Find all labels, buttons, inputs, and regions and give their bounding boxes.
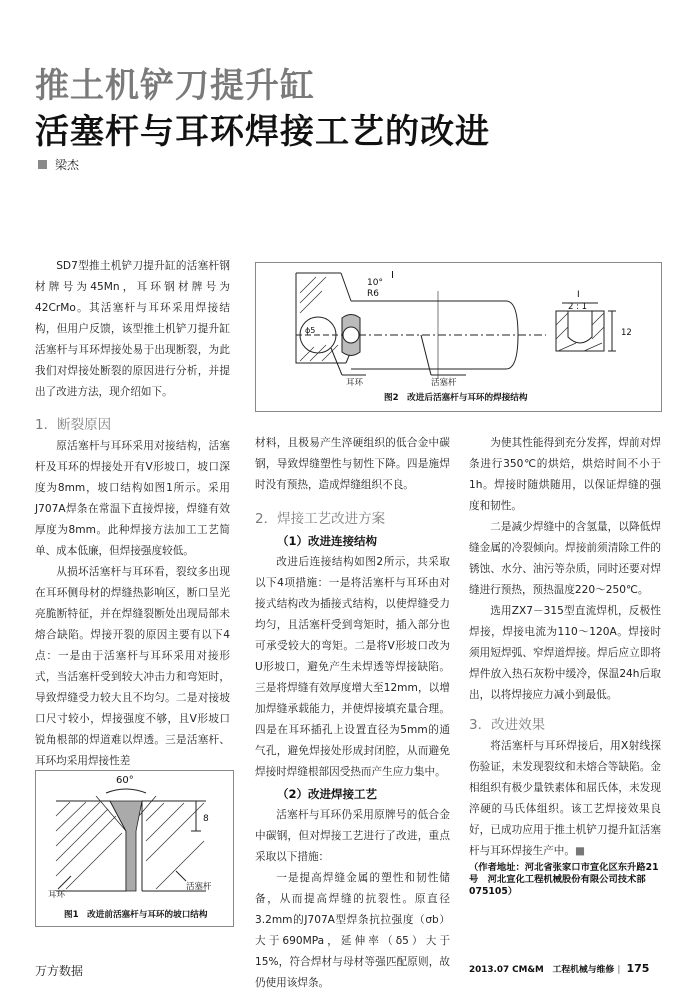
figure-2-detail-scale: 2 : 1 <box>568 302 588 312</box>
figure-1-angle: 60° <box>116 775 134 786</box>
figure-2-label-ear: 耳环 <box>346 378 364 388</box>
figure-2-caption: 图2 改进后活塞杆与耳环的焊接结构 <box>384 393 528 403</box>
author-square-icon <box>38 160 47 169</box>
column-2 <box>255 433 450 994</box>
section-2-subheading-2: （2）改进焊接工艺 <box>277 787 378 801</box>
section-2-paragraph-5: 二是减少焊缝中的含氢量，以降低焊缝金属的冷裂倾向。焊接前须清除工件的锈蚀、水分、油污等杂质，同时还要对焊缝进行预热，预热温度220～250℃。 <box>469 521 661 596</box>
figure-1-label-ear: 耳环 <box>48 890 66 900</box>
section-1-paragraph-1: 原活塞杆与耳环采用对接结构，活塞杆及耳环的焊接处开有V形坡口，坡口深度为8mm，坡口结构如图1所示。采用J707A焊条在常温下直接焊接，焊缝有效厚度为8mm。此种焊接方法加工工艺简单、成本低廉，但焊接强度较低。 <box>35 440 230 557</box>
figure-2-hole: ϕ5 <box>305 326 316 335</box>
section-1-paragraph-3: 材料，且极易产生淬硬组织的低合金中碳钢，导致焊缝塑性与韧性下降。四是施焊时没有预热，造成焊缝组织不良。 <box>255 437 450 491</box>
footer-issue: 2013.07 CM&M 工程机械与维修 | 175 <box>469 962 650 975</box>
footer-issue-text: 2013.07 CM&M 工程机械与维修 <box>469 965 615 975</box>
section-2-heading: 2．焊接工艺改进方案 <box>255 511 386 527</box>
section-2-paragraph-6: 选用ZX7－315型直流焊机，反极性焊接，焊接电流为110～120A。焊接时须用短焊弧、窄焊道焊接。焊后应立即将焊件放入热石灰粉中缓冷，保温24h后取出，以将焊接应力减小到最低。 <box>469 605 661 701</box>
figure-2-marker: I <box>391 270 394 281</box>
intro-block <box>35 256 230 403</box>
author-address: （作者地址：河北省张家口市宣化区东升路21号 河北宣化工程机械股份有限公司技术部 075105） <box>469 862 659 897</box>
figure-2 <box>255 262 662 412</box>
figure-1-depth: 8 <box>203 814 209 824</box>
figure-1 <box>35 770 234 927</box>
article-title-line2: 活塞杆与耳环焊接工艺的改进 <box>35 112 490 152</box>
figure-2-label-rod: 活塞杆 <box>431 378 457 388</box>
figure-2-radius: R6 <box>367 289 379 299</box>
end-mark: ■ <box>574 845 585 857</box>
section-3-paragraph-1 <box>469 736 661 862</box>
footer-source: 万方数据 <box>35 964 84 978</box>
column-1 <box>35 414 230 772</box>
figure-2-detail-dim: 12 <box>621 328 632 338</box>
section-3-paragraph-text: 将活塞杆与耳环焊接后，用X射线探伤验证，未发现裂纹和未熔合等缺陷。金相组织有极少量铁素体和屈氏体，未发现淬硬的马氏体组织。该工艺焊接效果良好，已成功应用于推土机铲刀提升缸活塞杆与耳环焊接生产中。 <box>469 740 661 857</box>
article-title-line1: 推土机铲刀提升缸 <box>35 66 315 106</box>
author-line <box>38 156 79 173</box>
figure-2-detail-title: I <box>577 290 580 300</box>
section-1-heading: 1．断裂原因 <box>35 417 112 433</box>
section-3-heading: 3．改进效果 <box>469 717 546 733</box>
page-number: 175 <box>626 962 650 975</box>
figure-2-drawing <box>256 263 661 411</box>
section-2-paragraph-1: 改进后连接结构如图2所示，共采取以下4项措施：一是将活塞杆与耳环由对接式结构改为插接式结构，以使焊缝受力均匀，且活塞杆受到弯矩时，插入部分也可承受较大的弯矩。二是将V形坡口改为U形坡口，避免产生未焊透等焊接缺陷。三是将焊缝有效厚度增大至12mm，以增加焊缝承载能力，并使焊接填充量合理。四是在耳环插孔上设置直径为5mm的通气孔，避免焊接处形成封闭腔，从而避免焊接时焊缝根部因受热而产生应力集中。 <box>255 556 450 778</box>
figure-1-drawing <box>36 771 233 926</box>
section-2-paragraph-3: 一是提高焊缝金属的塑性和韧性储备，从而提高焊缝的抗裂性。原直径3.2mm的J707A型焊条抗拉强度（σb）大于690MPa，延伸率（δ5）大于15%，符合焊材与母材等强匹配原则，故仍使用该焊条。 <box>255 872 450 989</box>
section-2-paragraph-4: 为使其性能得到充分发挥，焊前对焊条进行350℃的烘焙，烘焙时间不小于1h。焊接时随烘随用，以保证焊缝的强度和韧性。 <box>469 437 661 512</box>
section-2-paragraph-2: 活塞杆与耳环仍采用原牌号的低合金中碳钢，但对焊接工艺进行了改进，重点采取以下措施： <box>255 809 450 863</box>
intro-paragraph: SD7型推土机铲刀提升缸的活塞杆钢材牌号为45Mn，耳环钢材牌号为42CrMo。其活塞杆与耳环采用焊接结构，但用户反馈，该型推土机铲刀提升缸活塞杆与耳环焊接处易于出现断裂，为此我们对焊接处断裂的原因进行分析，并提出了改进方法，现介绍如下。 <box>35 260 230 398</box>
figure-1-caption: 图1 改进前活塞杆与耳环的坡口结构 <box>64 910 208 920</box>
section-2-subheading-1: （1）改进连接结构 <box>277 534 378 548</box>
section-1-paragraph-2: 从损坏活塞杆与耳环看，裂纹多出现在耳环侧母材的焊缝热影响区，断口呈光亮脆断特征，并在焊缝裂断处出现局部未熔合缺陷。焊接开裂的原因主要有以下4点：一是由于活塞杆与耳环采用对接形式，当活塞杆受到较大冲击力和弯矩时，导致焊缝受力较大且不均匀。二是对接坡口尺寸较小，焊接强度不够，且V形坡口锐角根部的焊道难以焊透。三是活塞杆、耳环均采用焊接性差 <box>35 566 230 767</box>
figure-1-label-rod: 活塞杆 <box>186 882 212 892</box>
column-3 <box>469 433 661 898</box>
figure-2-angle: 10° <box>367 278 383 288</box>
author-name: 梁杰 <box>55 158 80 172</box>
